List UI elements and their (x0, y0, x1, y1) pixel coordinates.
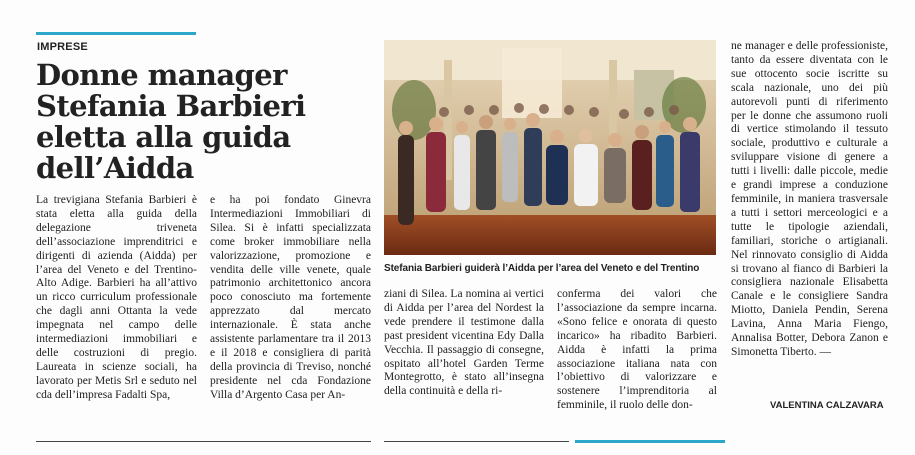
section-label: IMPRESE (37, 41, 88, 53)
article-column-1: La trevigiana Stefania Barbieri è stata eletta alla guida della delegazione triveneta dell’associazione imprenditrici e dirigenti di azienda (Aidda) per l’area del Veneto e del Trentino-Alto Adige. Barbieri ha all’attivo un ricco curriculum professionale che dagli anni Ottanta la vede impegnata nel campo delle intermediazioni immobiliari e delle costruzioni di pregio. Laureata in scienze sociali, ha lavorato per Metis Srl e seduto nel cda dell’impresa Fadalti Spa, (36, 194, 197, 401)
bottom-accent-bar (575, 440, 725, 443)
article-column-5: ne manager e delle professioniste, tanto da essere diventata con le sue ottocento socie iscritte su scala nazionale, uno dei più autorevoli punti di riferimento per le donne che assumono ruoli di vertice stimolando il tessuto sociale, produttivo e culturale a sviluppare visione di genere a tutti i livelli: dalle piccole, medie e grandi imprese a conduzione femminile, in maniera trasversale a tutti i settori merceologici e a tutte le tipologie aziendali, familiari, storiche o artigianali. Nel rinnovato consiglio di Aidda si trovano al fianco di Barbieri la consigliera nazionale Elisabetta Canale e le consigliere Sandra Miotto, Daniela Pendin, Serena Lavina, Anna Maria Fiengo, Annalisa Botter, Debora Zanon e Simonetta Tiberto. — (731, 40, 888, 358)
article-column-4: conferma dei valori che l’associazione da sempre incarna. «Sono felice e onorata di questo incarico» ha ribadito Barbieri. Aidda è infatti la prima associazione italiana nata con l’obiettivo di valorizzare e sostenere l’imprenditoria al femminile, il ruolo delle don- (557, 288, 717, 412)
article-column-2: e ha poi fondato Ginevra Intermediazioni Immobiliari di Silea. Si è infatti specializzata come broker immobiliare nella valorizzazione, promozione e vendita delle ville venete, quale patrimonio architettonico ancora poco conosciuto ma fortemente apprezzato dal mercato internazionale. È stata anche assistente parlamentare tra il 2013 e il 2018 e consigliera di parità della provincia di Treviso, nonché presidente nel cda Fondazione Villa d’Argento Casa per An- (210, 194, 371, 401)
bottom-rule-left (36, 441, 371, 442)
group-photo-illustration (384, 40, 716, 255)
top-accent-bar (36, 32, 196, 35)
photo-caption: Stefania Barbieri guiderà l’Aidda per l’area del Veneto e del Trentino (384, 263, 700, 274)
group-photo (384, 40, 716, 255)
bottom-rule-mid (384, 441, 569, 442)
article-column-3: ziani di Silea. La nomina ai vertici di Aidda per l’area del Nordest la vede prendere il testimone dalla past president vicentina Edy Dalla Vecchia. Il passaggio di consegne, ospitato all’hotel Garden Terme Montegrotto, è stato all’insegna della continuità e della ri- (384, 288, 544, 398)
headline: Donne manager Stefania Barbieri eletta alla guida dell’Aidda (36, 58, 306, 185)
author-byline: VALENTINA CALZAVARA (770, 400, 884, 411)
